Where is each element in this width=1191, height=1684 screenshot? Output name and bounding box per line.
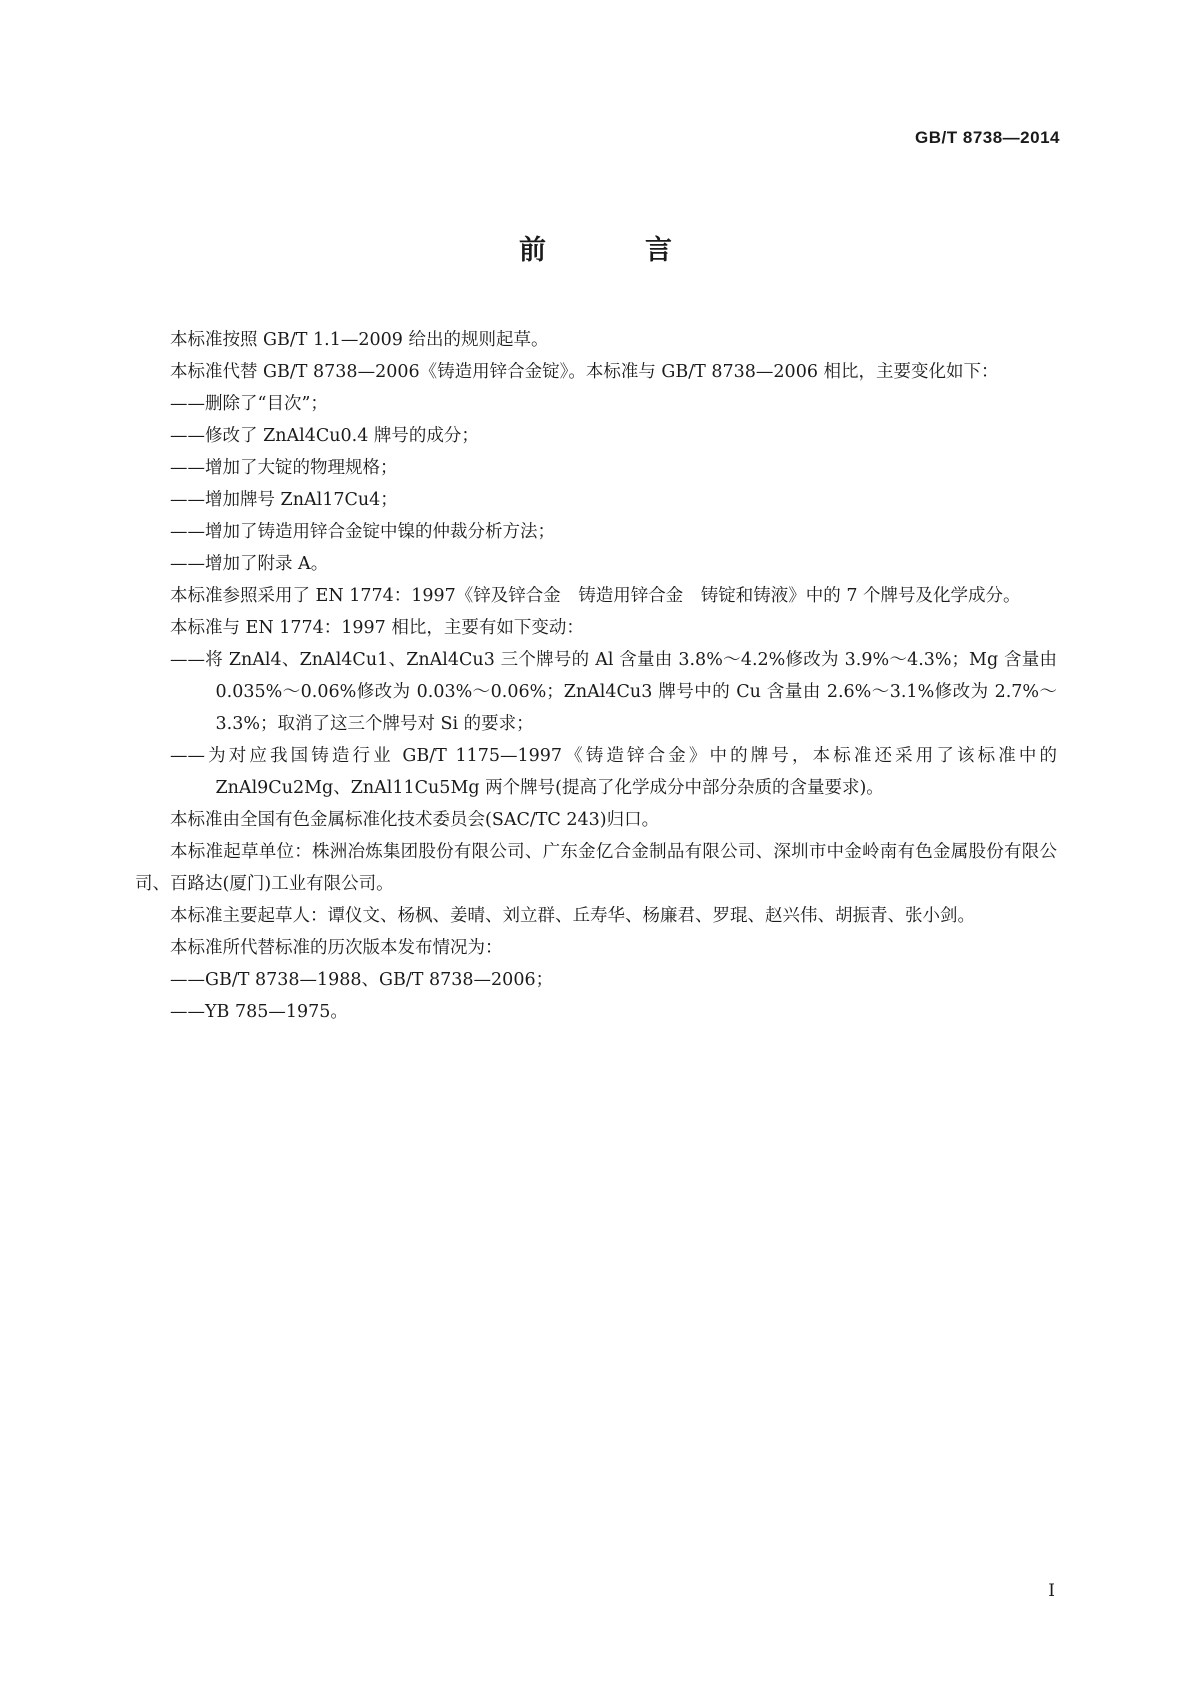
page-title: 前 言 <box>519 235 708 266</box>
history-item: ——GB/T 8738—1988、GB/T 8738—2006； <box>170 970 554 990</box>
change-item: ——增加了附录 A。 <box>170 554 329 574</box>
change-item: ——增加了铸造用锌合金锭中镍的仲裁分析方法； <box>170 522 555 542</box>
variation-item: ——为对应我国铸造行业 GB/T 1175—1997《铸造锌合金》中的牌号，本标准还采用了该标准中的 ZnAl9Cu2Mg、ZnAl11Cu5Mg 两个牌号(提高了化学成分中部分杂质的含量要求)。 <box>170 746 1057 798</box>
drafters-paragraph: 本标准主要起草人：谭仪文、杨枫、姜晴、刘立群、丘寿华、杨廉君、罗琨、赵兴伟、胡振青、张小剑。 <box>170 906 975 926</box>
committee-paragraph: 本标准由全国有色金属标准化技术委员会(SAC/TC 243)归口。 <box>170 810 660 830</box>
change-item: ——增加牌号 ZnAl17Cu4； <box>170 490 398 510</box>
drafting-units-paragraph: 本标准起草单位：株洲冶炼集团股份有限公司、广东金亿合金制品有限公司、深圳市中金岭南有色金属股份有限公司、百路达(厦门)工业有限公司。 <box>135 842 1057 894</box>
variation-item: ——将 ZnAl4、ZnAl4Cu1、ZnAl4Cu3 三个牌号的 Al 含量由 3.8%～4.2%修改为 3.9%～4.3%；Mg 含量由 0.035%～0.06%修改为 0.03%～0.06%；ZnAl4Cu3 牌号中的 Cu 含量由 2.6%～3.1%修改为 2.7%～3.3%；取消了这三个牌号对 Si 的要求； <box>170 650 1057 734</box>
history-intro-paragraph: 本标准所代替标准的历次版本发布情况为： <box>170 938 503 958</box>
preface-body <box>135 324 1057 1028</box>
comparison-paragraph: 本标准与 EN 1774：1997 相比，主要有如下变动： <box>170 618 584 638</box>
drafting-rules-paragraph: 本标准按照 GB/T 1.1—2009 给出的规则起草。 <box>170 330 549 350</box>
standard-code-header: GB/T 8738—2014 <box>915 128 1060 147</box>
change-item: ——删除了“目次”； <box>170 394 328 414</box>
reference-standard-paragraph: 本标准参照采用了 EN 1774：1997《锌及锌合金 铸造用锌合金 铸锭和铸液》中的 7 个牌号及化学成分。 <box>170 586 1021 606</box>
replacement-paragraph: 本标准代替 GB/T 8738—2006《铸造用锌合金锭》。本标准与 GB/T 8738—2006 相比，主要变化如下： <box>170 362 999 382</box>
history-item: ——YB 785—1975。 <box>170 1002 348 1022</box>
change-item: ——增加了大锭的物理规格； <box>170 458 398 478</box>
change-item: ——修改了 ZnAl4Cu0.4 牌号的成分； <box>170 426 479 446</box>
page-number: I <box>1048 1581 1055 1601</box>
